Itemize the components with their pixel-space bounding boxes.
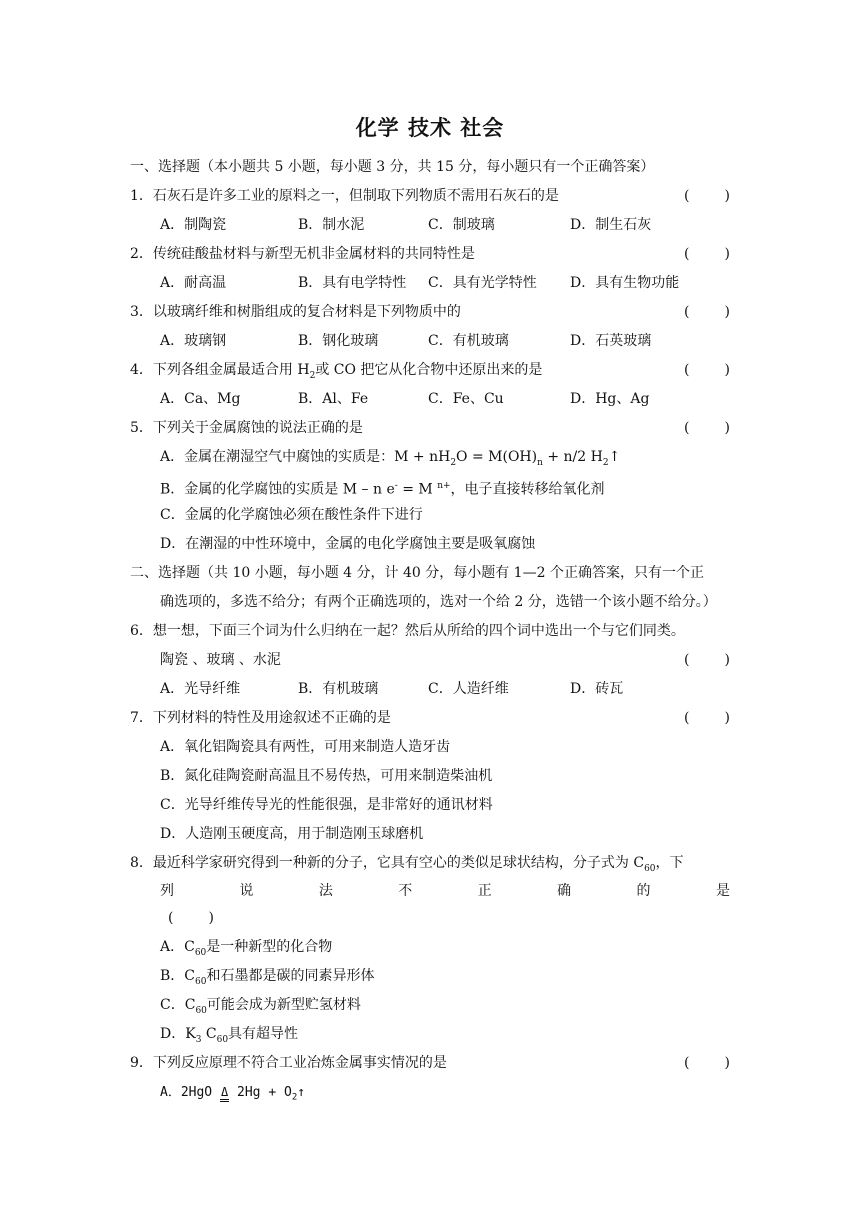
option-b: B．Al、Fe: [298, 391, 369, 407]
section-1-heading: 一、选择题（本小题共 5 小题，每小题 3 分，共 15 分，每小题只有一个正确答案）: [130, 159, 655, 175]
page-title: 化学 技术 社会: [355, 116, 505, 140]
option-d: D．具有生物功能: [570, 275, 680, 291]
question-4-stem: [130, 360, 730, 386]
question-7-option-b: B．氮化硅陶瓷耐高温且不易传热，可用来制造柴油机: [160, 768, 493, 784]
option-c: C．制玻璃: [428, 217, 495, 233]
question-8-option-a: A．$C_{60}$是一种新型的化合物: [160, 939, 333, 958]
question-2-stem: [130, 244, 730, 264]
answer-parentheses: ( ): [168, 910, 214, 926]
option-b: B．钢化玻璃: [298, 333, 379, 349]
question-3-stem: [130, 302, 730, 322]
question-9-option-a: A．2HgO Δ $2Hg + O_2↑$: [160, 1085, 306, 1103]
question-7-stem: 7．下列材料的特性及用途叙述不正确的是 ( ): [130, 710, 730, 726]
answer-parentheses: ( ): [684, 362, 730, 378]
answer-parentheses: ( ): [684, 188, 730, 204]
section-2-heading: 二、选择题（共 10 小题，每小题 4 分，计 40 分，每小题有 1—2 个正确答案，只有一个正: [130, 565, 704, 581]
answer-parentheses: ( ): [684, 1055, 730, 1071]
question-7-option-d: D．人造刚玉硬度高，用于制造刚玉球磨机: [160, 826, 424, 842]
section-2-heading-continued: 确选项的，多选不给分；有两个正确选项的，选对一个给 2 分，选错一个该小题不给分。）: [160, 594, 717, 610]
question-5-stem: [130, 418, 730, 438]
answer-parentheses: ( ): [684, 652, 730, 668]
question-3-text: 3．以玻璃纤维和树脂组成的复合材料是下列物质中的: [130, 304, 461, 320]
question-8-stem-continued: 列 说 法 不 正 确 的 是: [160, 883, 730, 899]
question-5-option-d: D．在潮湿的中性环境中，金属的电化学腐蚀主要是吸氧腐蚀: [160, 536, 536, 552]
question-2-text: 2．传统硅酸盐材料与新型无机非金属材料的共同特性是: [130, 246, 475, 262]
answer-parentheses: ( ): [684, 420, 730, 436]
question-1-text: 1．石灰石是许多工业的原料之一，但制取下列物质不需用石灰石的是: [130, 188, 559, 204]
question-1-stem: [130, 186, 730, 206]
question-9-stem: 9．下列反应原理不符合工业冶炼金属事实情况的是 ( ): [130, 1055, 730, 1071]
option-b: B．制水泥: [298, 217, 365, 233]
option-b: B．具有电学特性: [298, 275, 407, 291]
question-6-words: 陶瓷 、玻璃 、水泥 ( ): [160, 652, 730, 668]
question-7-option-c: C．光导纤维传导光的性能很强，是非常好的通讯材料: [160, 797, 493, 813]
option-a: A．玻璃钢: [160, 333, 227, 349]
answer-parentheses: ( ): [684, 246, 730, 262]
question-7-option-a: A．氧化铝陶瓷具有两性，可用来制造人造牙齿: [160, 739, 451, 755]
question-5-option-a: A．金属在潮湿空气中腐蚀的实质是：$M + nH_2O = M(OH)_n + n/2$ $H_2↑$: [160, 449, 621, 468]
question-5-text: 5．下列关于金属腐蚀的说法正确的是: [130, 420, 363, 436]
option-d: D．Hg、Ag: [570, 391, 650, 407]
question-8-option-b: B．$C_{60}$和石墨都是碳的同素异形体: [160, 968, 375, 987]
option-a: A．光导纤维: [160, 681, 241, 697]
option-d: D．砖瓦: [570, 681, 624, 697]
option-b: B．有机玻璃: [298, 681, 379, 697]
question-8-option-c: C．$C_{60}$可能会成为新型贮氢材料: [160, 997, 361, 1016]
question-8-option-d: D．$K_3$ $C_{60}$具有超导性: [160, 1026, 299, 1045]
question-6-stem: 6．想一想，下面三个词为什么归纳在一起？然后从所给的四个词中选出一个与它们同类。: [130, 623, 685, 639]
question-4-text: 4．下列各组金属最适合用 $H_2$或 CO 把它从化合物中还原出来的是: [130, 362, 543, 381]
answer-parentheses: ( ): [684, 304, 730, 320]
option-c: C．有机玻璃: [428, 333, 509, 349]
option-d: D．石英玻璃: [570, 333, 652, 349]
question-8-stem: 8．最近科学家研究得到一种新的分子，它具有空心的类似足球状结构，分子式为 $C_{60}$，下: [130, 855, 684, 874]
question-5-option-b: B．金属的化学腐蚀的实质是 M – n e- = M $^{n+}$，电子直接转移给氧化剂: [160, 481, 605, 498]
answer-parentheses: ( ): [684, 710, 730, 726]
option-a: A．Ca、Mg: [160, 391, 241, 407]
option-c: C．人造纤维: [428, 681, 509, 697]
option-a: A．耐高温: [160, 275, 227, 291]
option-c: C．具有光学特性: [428, 275, 537, 291]
question-5-option-c: C．金属的化学腐蚀必须在酸性条件下进行: [160, 507, 423, 523]
option-d: D．制生石灰: [570, 217, 652, 233]
heat-symbol: Δ: [220, 1085, 229, 1102]
option-c: C．Fe、Cu: [428, 391, 504, 407]
option-a: A．制陶瓷: [160, 217, 227, 233]
